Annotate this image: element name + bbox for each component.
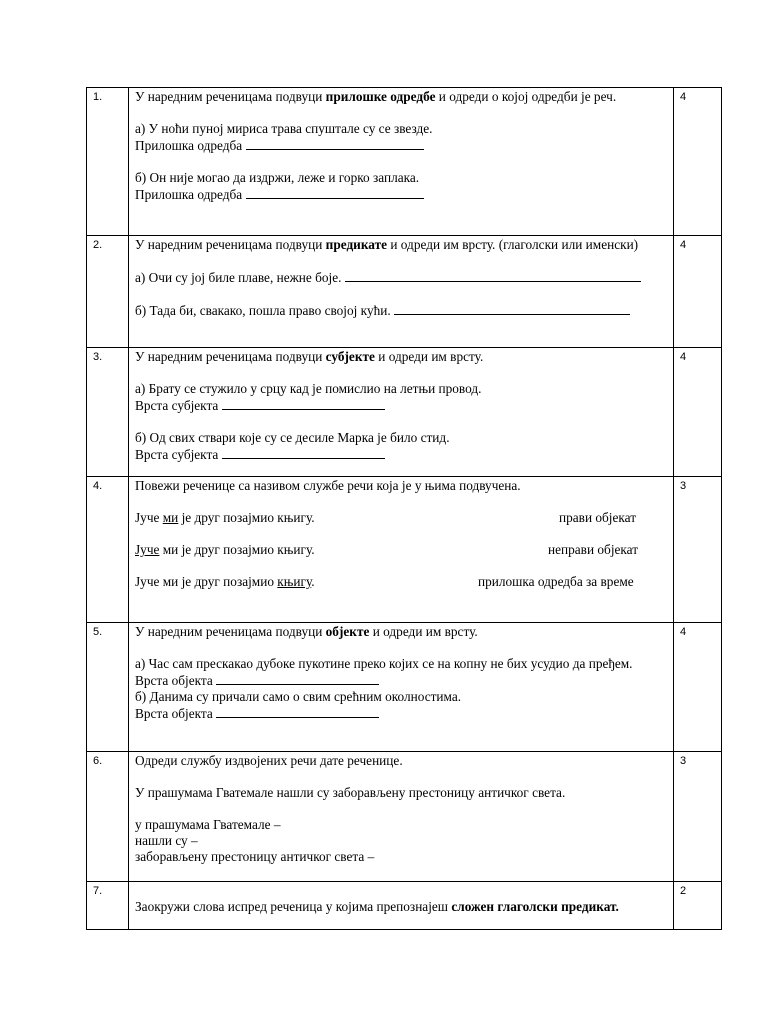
answer-blank[interactable] xyxy=(222,446,385,459)
task-content xyxy=(129,236,674,348)
instruction-keyword: субјекте xyxy=(325,349,375,364)
task-content xyxy=(129,752,674,882)
task-row-5 xyxy=(87,623,722,752)
task-content xyxy=(129,477,674,623)
answer-line-a xyxy=(135,397,667,414)
task-instruction: Одреди службу издвојених речи дате реченице. xyxy=(135,753,403,768)
instruction-text: и одреди им врсту. xyxy=(369,624,478,639)
instruction-text: У наредним реченицама подвуци xyxy=(135,349,326,364)
match-option[interactable]: прилошка одредба за време xyxy=(478,574,634,589)
answer-label: Прилошка одредба xyxy=(135,187,243,202)
task-number: 2. xyxy=(87,236,129,348)
test-table xyxy=(86,87,722,930)
instruction-keyword: предикате xyxy=(325,237,388,252)
sentence-a: а) У ноћи пуној мириса трава спуштале су се звезде. xyxy=(135,121,433,136)
answer-label: Врста објекта xyxy=(135,706,213,721)
instruction-keyword: сложен глаголски предикат. xyxy=(451,899,619,914)
sentence-a xyxy=(135,269,667,286)
task-row-6 xyxy=(87,752,722,882)
task-instruction xyxy=(135,899,667,915)
instruction-text: У наредним реченицама подвуци xyxy=(135,89,326,104)
task-row-1 xyxy=(87,88,722,236)
task-number: 4. xyxy=(87,477,129,623)
instruction-keyword: објекте xyxy=(325,624,370,639)
task-points: 2 xyxy=(674,882,722,930)
underlined-word: ми xyxy=(162,510,179,525)
sentence-b xyxy=(135,302,667,319)
task-points: 4 xyxy=(674,236,722,348)
sentence-part-3[interactable]: заборављену престоницу античког света – xyxy=(135,849,375,864)
answer-blank[interactable] xyxy=(345,269,641,282)
task-number: 5. xyxy=(87,623,129,752)
sentence-part-1[interactable]: у прашумама Гватемале – xyxy=(135,817,281,832)
task-points: 3 xyxy=(674,477,722,623)
task-points: 4 xyxy=(674,348,722,477)
answer-label: Врста објекта xyxy=(135,673,213,688)
answer-line-a xyxy=(135,672,667,689)
task-number: 1. xyxy=(87,88,129,236)
task-points: 4 xyxy=(674,623,722,752)
answer-blank[interactable] xyxy=(216,705,379,718)
answer-line-b xyxy=(135,186,667,203)
match-sentence: Јуче ми је друг позајмио књигу. xyxy=(135,574,315,589)
task-row-4 xyxy=(87,477,722,623)
match-option[interactable]: неправи објекат xyxy=(548,542,639,557)
match-sentence: Јуче ми је друг позајмио књигу. xyxy=(135,510,315,525)
answer-blank[interactable] xyxy=(394,302,630,315)
answer-label: Врста субјекта xyxy=(135,447,219,462)
instruction-text: Заокружи слова испред реченица у којима препознајеш xyxy=(135,899,452,914)
task-points: 3 xyxy=(674,752,722,882)
task-number: 7. xyxy=(87,882,129,930)
instruction-keyword: прилошке одредбе xyxy=(325,89,436,104)
answer-blank[interactable] xyxy=(246,137,424,150)
answer-label: Прилошка одредба xyxy=(135,138,243,153)
task-number: 6. xyxy=(87,752,129,882)
sentence-part-2[interactable]: нашли су – xyxy=(135,833,198,848)
task-content xyxy=(129,623,674,752)
underlined-word: Јуче xyxy=(135,542,160,557)
task-row-2 xyxy=(87,236,722,348)
sentence-b: б) Он није могао да издржи, леже и горко заплака. xyxy=(135,170,420,185)
answer-line-a xyxy=(135,137,667,154)
answer-line-b xyxy=(135,705,667,722)
match-row-3 xyxy=(135,574,667,590)
task-sentence: У прашумама Гватемале нашли су заборављену престоницу античког света. xyxy=(135,785,566,800)
instruction-text: и одреди о којој одредби је реч. xyxy=(435,89,617,104)
instruction-text: У наредним реченицама подвуци xyxy=(135,237,326,252)
answer-label: Врста субјекта xyxy=(135,398,219,413)
match-row-1 xyxy=(135,510,667,526)
instruction-text: У наредним реченицама подвуци xyxy=(135,624,326,639)
task-instruction xyxy=(135,624,667,640)
sentence-b: б) Данима су причали само о свим срећним околностима. xyxy=(135,689,462,704)
sentence-a: а) Брату се стужило у срцу кад је помислио на летњи провод. xyxy=(135,381,482,396)
task-instruction xyxy=(135,237,667,253)
task-row-3 xyxy=(87,348,722,477)
instruction-text: и одреди им врсту. xyxy=(374,349,484,364)
sentence-a: а) Час сам прескакао дубоке пукотине преко којих се на копну не бих усудио да пређем. xyxy=(135,656,633,671)
task-points: 4 xyxy=(674,88,722,236)
task-number: 3. xyxy=(87,348,129,477)
sentence-text: а) Очи су јој биле плаве, нежне боје. xyxy=(135,270,342,285)
task-content xyxy=(129,348,674,477)
answer-blank[interactable] xyxy=(222,397,385,410)
sentence-text: б) Тада би, свакако, пошла право својој кући. xyxy=(135,303,391,318)
answer-blank[interactable] xyxy=(246,186,424,199)
underlined-word: књигу xyxy=(277,574,312,589)
match-sentence: Јуче ми је друг позајмио књигу. xyxy=(135,542,315,557)
match-row-2 xyxy=(135,542,667,558)
task-content xyxy=(129,882,674,930)
instruction-text: и одреди им врсту. (глаголски или именски) xyxy=(387,237,639,252)
task-instruction xyxy=(135,349,667,365)
answer-line-b xyxy=(135,446,667,463)
task-instruction: Повежи реченице са називом службе речи која је у њима подвучена. xyxy=(135,478,521,493)
task-instruction xyxy=(135,89,667,105)
match-option[interactable]: прави објекат xyxy=(559,510,637,525)
task-content xyxy=(129,88,674,236)
answer-blank[interactable] xyxy=(216,672,379,685)
task-row-7 xyxy=(87,882,722,930)
sentence-b: б) Од свих ствари које су се десиле Марка је било стид. xyxy=(135,430,450,445)
